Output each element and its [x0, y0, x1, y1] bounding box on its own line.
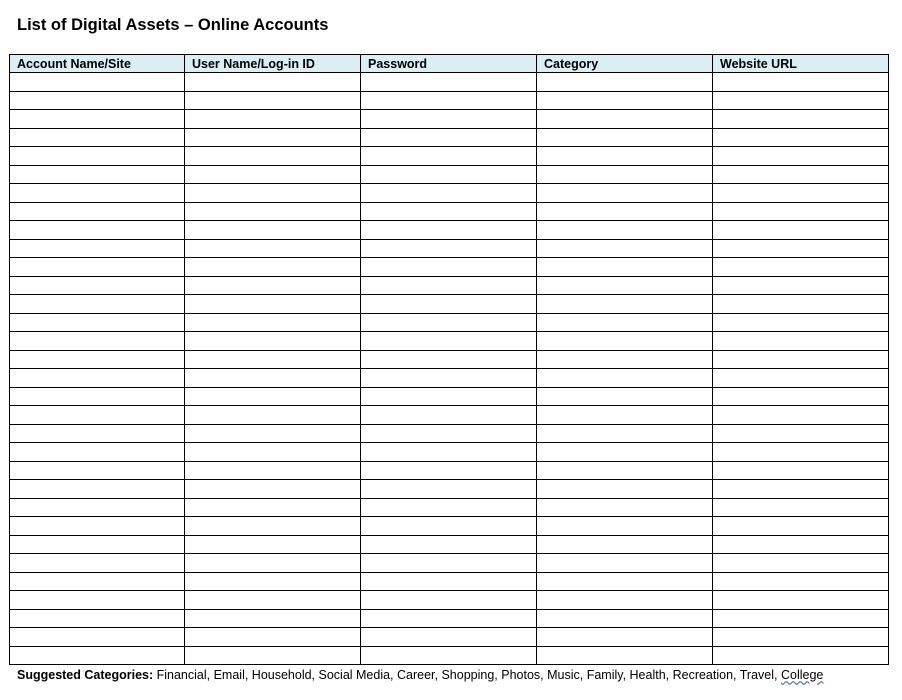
- table-cell-username[interactable]: [185, 369, 361, 388]
- table-cell-username[interactable]: [185, 443, 361, 462]
- table-cell-account-name[interactable]: [10, 221, 185, 240]
- table-cell-account-name[interactable]: [10, 239, 185, 258]
- table-cell-username[interactable]: [185, 572, 361, 591]
- table-cell-website-url[interactable]: [713, 147, 889, 166]
- table-cell-website-url[interactable]: [713, 165, 889, 184]
- table-cell-website-url[interactable]: [713, 258, 889, 277]
- table-cell-category[interactable]: [537, 295, 713, 314]
- table-cell-username[interactable]: [185, 239, 361, 258]
- table-cell-account-name[interactable]: [10, 572, 185, 591]
- table-cell-password[interactable]: [361, 295, 537, 314]
- table-row: [10, 517, 889, 536]
- table-cell-account-name[interactable]: [10, 628, 185, 647]
- table-cell-password[interactable]: [361, 498, 537, 517]
- table-cell-website-url[interactable]: [713, 517, 889, 536]
- table-cell-category[interactable]: [537, 572, 713, 591]
- table-cell-password[interactable]: [361, 387, 537, 406]
- table-cell-account-name[interactable]: [10, 165, 185, 184]
- table-cell-account-name[interactable]: [10, 554, 185, 573]
- table-cell-password[interactable]: [361, 591, 537, 610]
- table-cell-username[interactable]: [185, 313, 361, 332]
- table-row: [10, 258, 889, 277]
- table-cell-website-url[interactable]: [713, 276, 889, 295]
- table-cell-category[interactable]: [537, 276, 713, 295]
- table-cell-username[interactable]: [185, 276, 361, 295]
- table-cell-website-url[interactable]: [713, 443, 889, 462]
- table-cell-password[interactable]: [361, 110, 537, 129]
- table-cell-password[interactable]: [361, 73, 537, 92]
- table-row: [10, 609, 889, 628]
- table-cell-category[interactable]: [537, 461, 713, 480]
- table-cell-password[interactable]: [361, 91, 537, 110]
- table-cell-password[interactable]: [361, 239, 537, 258]
- table-cell-category[interactable]: [537, 591, 713, 610]
- table-cell-category[interactable]: [537, 517, 713, 536]
- table-cell-username[interactable]: [185, 91, 361, 110]
- table-cell-account-name[interactable]: [10, 609, 185, 628]
- table-cell-password[interactable]: [361, 572, 537, 591]
- table-cell-account-name[interactable]: [10, 646, 185, 665]
- table-row: [10, 461, 889, 480]
- table-row: [10, 313, 889, 332]
- table-cell-username[interactable]: [185, 609, 361, 628]
- table-cell-category[interactable]: [537, 424, 713, 443]
- column-header-category: Category: [537, 55, 713, 73]
- table-cell-username[interactable]: [185, 480, 361, 499]
- table-cell-password[interactable]: [361, 165, 537, 184]
- table-cell-account-name[interactable]: [10, 184, 185, 203]
- column-header-account-name: Account Name/Site: [10, 55, 185, 73]
- table-cell-category[interactable]: [537, 184, 713, 203]
- table-cell-category[interactable]: [537, 387, 713, 406]
- table-cell-category[interactable]: [537, 239, 713, 258]
- table-cell-website-url[interactable]: [713, 184, 889, 203]
- table-cell-account-name[interactable]: [10, 350, 185, 369]
- table-cell-category[interactable]: [537, 535, 713, 554]
- table-cell-account-name[interactable]: [10, 313, 185, 332]
- table-cell-username[interactable]: [185, 498, 361, 517]
- table-row: [10, 387, 889, 406]
- table-cell-category[interactable]: [537, 147, 713, 166]
- table-row: [10, 128, 889, 147]
- table-cell-category[interactable]: [537, 646, 713, 665]
- table-cell-website-url[interactable]: [713, 406, 889, 425]
- table-cell-website-url[interactable]: [713, 646, 889, 665]
- table-cell-account-name[interactable]: [10, 202, 185, 221]
- table-cell-website-url[interactable]: [713, 313, 889, 332]
- table-cell-account-name[interactable]: [10, 591, 185, 610]
- table-row: [10, 239, 889, 258]
- table-cell-account-name[interactable]: [10, 369, 185, 388]
- table-row: [10, 147, 889, 166]
- table-cell-username[interactable]: [185, 350, 361, 369]
- table-cell-website-url[interactable]: [713, 350, 889, 369]
- column-header-password: Password: [361, 55, 537, 73]
- table-row: [10, 221, 889, 240]
- table-cell-category[interactable]: [537, 628, 713, 647]
- table-cell-username[interactable]: [185, 221, 361, 240]
- page-title: List of Digital Assets – Online Accounts: [17, 16, 329, 34]
- table-cell-username[interactable]: [185, 461, 361, 480]
- table-cell-website-url[interactable]: [713, 572, 889, 591]
- suggested-categories-label: Suggested Categories:: [17, 668, 154, 682]
- table-cell-password[interactable]: [361, 369, 537, 388]
- table-cell-password[interactable]: [361, 628, 537, 647]
- table-cell-password[interactable]: [361, 202, 537, 221]
- table-cell-account-name[interactable]: [10, 498, 185, 517]
- table-row: [10, 332, 889, 351]
- table-cell-account-name[interactable]: [10, 443, 185, 462]
- table-body: [10, 73, 889, 665]
- table-cell-category[interactable]: [537, 91, 713, 110]
- table-row: [10, 295, 889, 314]
- table-cell-category[interactable]: [537, 73, 713, 92]
- table-cell-account-name[interactable]: [10, 276, 185, 295]
- table-cell-category[interactable]: [537, 609, 713, 628]
- table-cell-username[interactable]: [185, 646, 361, 665]
- table-row: [10, 202, 889, 221]
- table-row: [10, 91, 889, 110]
- table-cell-website-url[interactable]: [713, 554, 889, 573]
- table-cell-username[interactable]: [185, 628, 361, 647]
- table-cell-category[interactable]: [537, 165, 713, 184]
- table-cell-account-name[interactable]: [10, 517, 185, 536]
- table-cell-username[interactable]: [185, 128, 361, 147]
- table-cell-website-url[interactable]: [713, 110, 889, 129]
- table-cell-category[interactable]: [537, 554, 713, 573]
- table-cell-category[interactable]: [537, 498, 713, 517]
- table-cell-username[interactable]: [185, 517, 361, 536]
- table-cell-category[interactable]: [537, 350, 713, 369]
- table-cell-username[interactable]: [185, 406, 361, 425]
- table-row: [10, 110, 889, 129]
- table-cell-username[interactable]: [185, 258, 361, 277]
- table-cell-website-url[interactable]: [713, 424, 889, 443]
- table-cell-password[interactable]: [361, 258, 537, 277]
- table-cell-website-url[interactable]: [713, 628, 889, 647]
- table-cell-username[interactable]: [185, 110, 361, 129]
- suggested-category-college: College: [780, 668, 824, 682]
- table-row: [10, 165, 889, 184]
- table-cell-username[interactable]: [185, 424, 361, 443]
- table-cell-account-name[interactable]: [10, 295, 185, 314]
- table-row: [10, 628, 889, 647]
- table-cell-account-name[interactable]: [10, 258, 185, 277]
- table-row: [10, 646, 889, 665]
- table-cell-password[interactable]: [361, 480, 537, 499]
- table-cell-password[interactable]: [361, 313, 537, 332]
- table-cell-password[interactable]: [361, 184, 537, 203]
- table-cell-category[interactable]: [537, 202, 713, 221]
- table-cell-username[interactable]: [185, 202, 361, 221]
- table-header-row: [10, 55, 889, 73]
- table-cell-website-url[interactable]: [713, 73, 889, 92]
- table-cell-website-url[interactable]: [713, 332, 889, 351]
- table-cell-account-name[interactable]: [10, 535, 185, 554]
- table-cell-account-name[interactable]: [10, 424, 185, 443]
- table-row: [10, 480, 889, 499]
- table-row: [10, 184, 889, 203]
- table-cell-account-name[interactable]: [10, 461, 185, 480]
- table-cell-category[interactable]: [537, 128, 713, 147]
- table-cell-category[interactable]: [537, 443, 713, 462]
- table-row: [10, 276, 889, 295]
- table-cell-password[interactable]: [361, 646, 537, 665]
- table-cell-username[interactable]: [185, 295, 361, 314]
- table-cell-account-name[interactable]: [10, 332, 185, 351]
- table-cell-website-url[interactable]: [713, 369, 889, 388]
- table-cell-website-url[interactable]: [713, 202, 889, 221]
- table-cell-password[interactable]: [361, 461, 537, 480]
- table-cell-password[interactable]: [361, 276, 537, 295]
- table-cell-website-url[interactable]: [713, 480, 889, 499]
- table-cell-password[interactable]: [361, 517, 537, 536]
- assets-table: [9, 54, 889, 665]
- table-cell-category[interactable]: [537, 313, 713, 332]
- table-cell-password[interactable]: [361, 147, 537, 166]
- table-cell-category[interactable]: [537, 369, 713, 388]
- table-cell-website-url[interactable]: [713, 221, 889, 240]
- table-row: [10, 350, 889, 369]
- table-cell-password[interactable]: [361, 221, 537, 240]
- table-cell-account-name[interactable]: [10, 110, 185, 129]
- table-cell-password[interactable]: [361, 406, 537, 425]
- table-cell-website-url[interactable]: [713, 498, 889, 517]
- table-cell-category[interactable]: [537, 110, 713, 129]
- table-cell-category[interactable]: [537, 332, 713, 351]
- column-header-website-url: Website URL: [713, 55, 889, 73]
- table-row: [10, 424, 889, 443]
- table-cell-account-name[interactable]: [10, 147, 185, 166]
- table-row: [10, 406, 889, 425]
- table-cell-website-url[interactable]: [713, 591, 889, 610]
- table-row: [10, 554, 889, 573]
- table-cell-username[interactable]: [185, 535, 361, 554]
- table-cell-password[interactable]: [361, 424, 537, 443]
- table-cell-website-url[interactable]: [713, 91, 889, 110]
- table-cell-website-url[interactable]: [713, 128, 889, 147]
- table-cell-account-name[interactable]: [10, 73, 185, 92]
- table-cell-username[interactable]: [185, 387, 361, 406]
- table-cell-category[interactable]: [537, 406, 713, 425]
- table-cell-website-url[interactable]: [713, 461, 889, 480]
- table-cell-website-url[interactable]: [713, 387, 889, 406]
- table-cell-username[interactable]: [185, 165, 361, 184]
- table-cell-account-name[interactable]: [10, 91, 185, 110]
- table-cell-password[interactable]: [361, 128, 537, 147]
- column-header-username: User Name/Log-in ID: [185, 55, 361, 73]
- table-cell-password[interactable]: [361, 332, 537, 351]
- table-cell-account-name[interactable]: [10, 480, 185, 499]
- table-cell-website-url[interactable]: [713, 239, 889, 258]
- table-row: [10, 591, 889, 610]
- table-row: [10, 572, 889, 591]
- table-cell-username[interactable]: [185, 147, 361, 166]
- suggested-categories-list: Financial, Email, Household, Social Media, Career, Shopping, Photos, Music, Family, Health, Recreation, Travel,: [153, 668, 778, 682]
- table-cell-account-name[interactable]: [10, 387, 185, 406]
- table-cell-username[interactable]: [185, 332, 361, 351]
- table-cell-password[interactable]: [361, 609, 537, 628]
- table-row: [10, 498, 889, 517]
- table-cell-password[interactable]: [361, 443, 537, 462]
- table-cell-password[interactable]: [361, 350, 537, 369]
- table-cell-category[interactable]: [537, 221, 713, 240]
- table-cell-username[interactable]: [185, 73, 361, 92]
- table-cell-username[interactable]: [185, 591, 361, 610]
- suggested-categories: [17, 668, 823, 682]
- table-cell-username[interactable]: [185, 184, 361, 203]
- table-row: [10, 443, 889, 462]
- table-cell-website-url[interactable]: [713, 535, 889, 554]
- table-cell-account-name[interactable]: [10, 128, 185, 147]
- table-cell-category[interactable]: [537, 258, 713, 277]
- table-row: [10, 73, 889, 92]
- table-cell-category[interactable]: [537, 480, 713, 499]
- table-cell-website-url[interactable]: [713, 295, 889, 314]
- table-row: [10, 369, 889, 388]
- table-cell-password[interactable]: [361, 554, 537, 573]
- table-cell-account-name[interactable]: [10, 406, 185, 425]
- table-cell-username[interactable]: [185, 554, 361, 573]
- table-cell-website-url[interactable]: [713, 609, 889, 628]
- table-cell-password[interactable]: [361, 535, 537, 554]
- table-row: [10, 535, 889, 554]
